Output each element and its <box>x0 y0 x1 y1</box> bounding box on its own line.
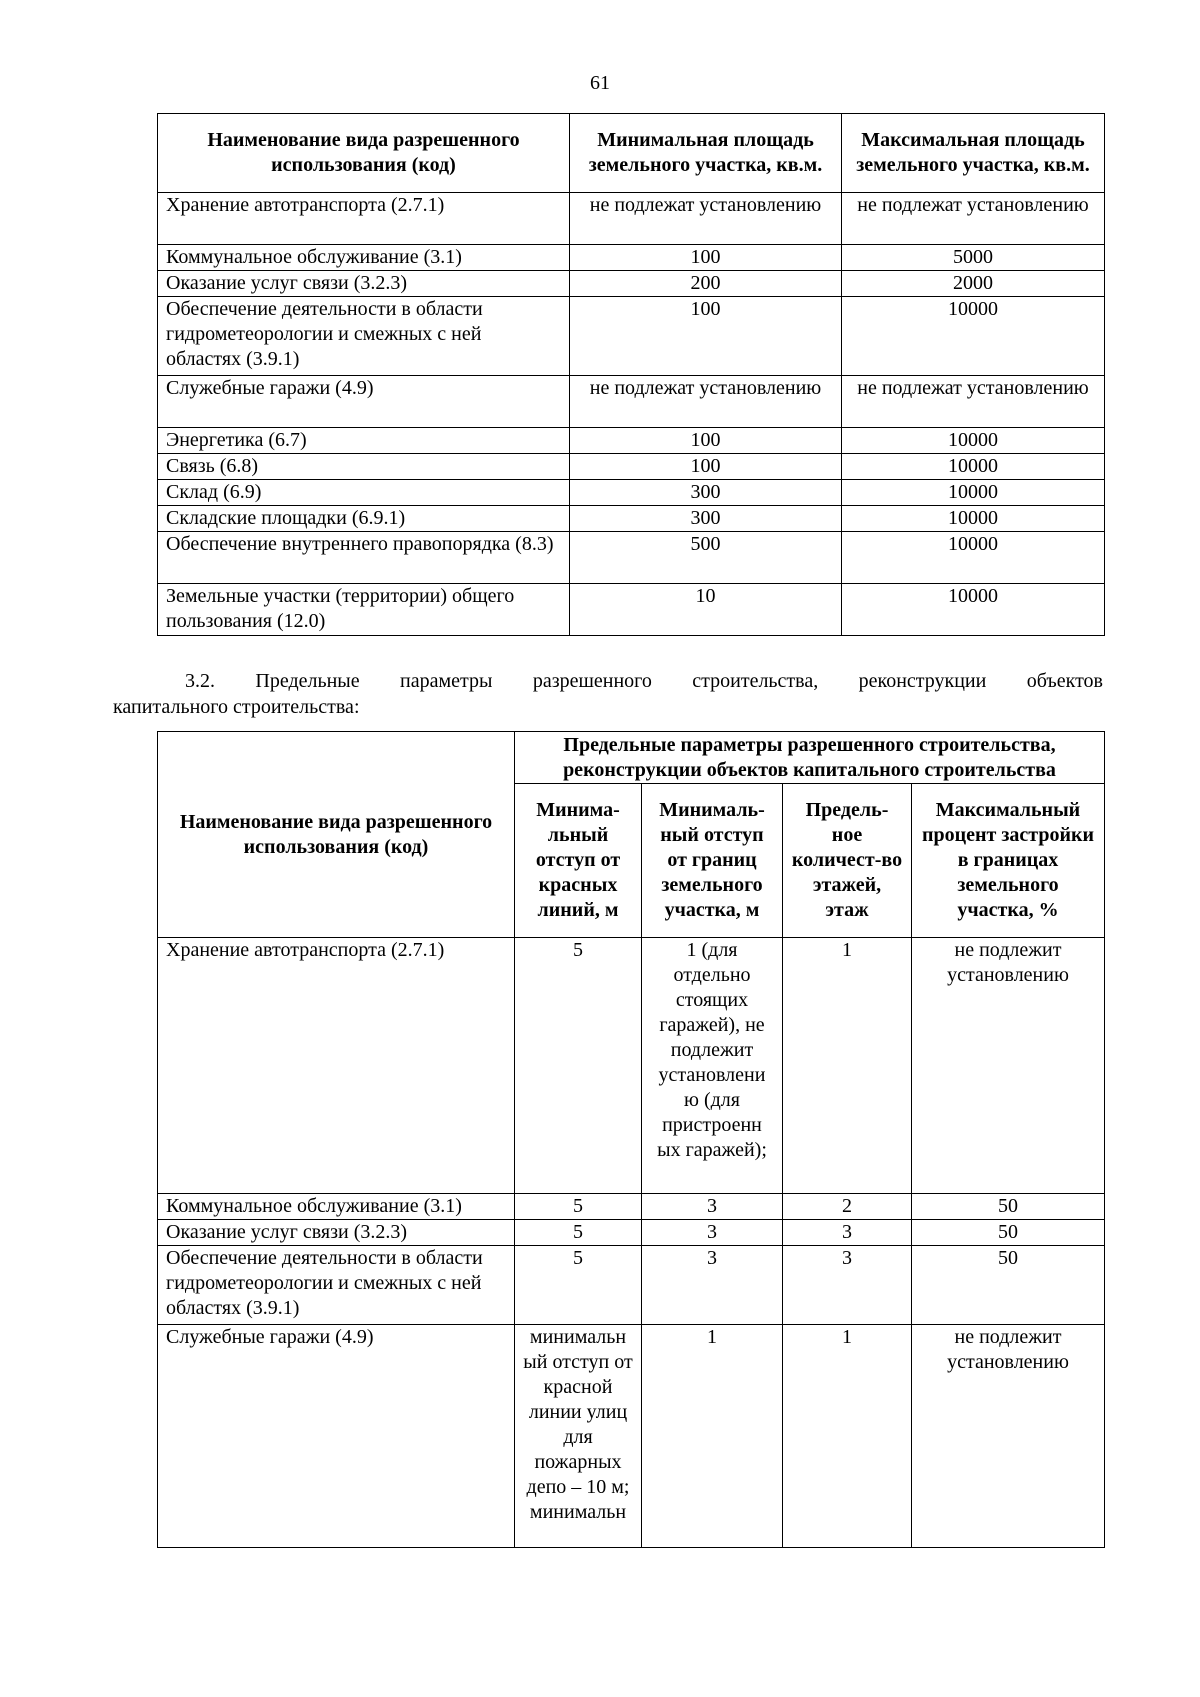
table-row <box>158 1194 1105 1220</box>
table-cell: 100 <box>570 428 842 454</box>
table-cell: 10000 <box>842 506 1105 532</box>
table-cell: минимальн ый отступ от красной линии улиц для пожарных депо – 10 м; минимальн <box>515 1325 642 1548</box>
table-row <box>158 454 1105 480</box>
table-row <box>158 271 1105 297</box>
table-row <box>158 584 1105 636</box>
column-header-floors: Предель-ное количест-во этажей, этаж <box>783 784 912 938</box>
table-cell: 10000 <box>842 454 1105 480</box>
table-row <box>158 938 1105 1194</box>
table-cell: 1 (для отдельно стоящих гаражей), не подлежит установлени ю (для пристроенн ых гаражей); <box>642 938 783 1194</box>
table-row <box>158 1220 1105 1246</box>
table-cell: не подлежат установлению <box>570 376 842 428</box>
page-number: 61 <box>590 72 610 94</box>
table-cell: Обеспечение деятельности в области гидрометеорологии и смежных с ней областях (3.9.1) <box>158 1246 515 1325</box>
table-cell: Оказание услуг связи (3.2.3) <box>158 271 570 297</box>
column-header-max-area: Максимальная площадь земельного участка, кв.м. <box>842 114 1105 193</box>
table-cell: Хранение автотранспорта (2.7.1) <box>158 938 515 1194</box>
table-cell: 500 <box>570 532 842 584</box>
column-header-name: Наименование вида разрешенного использования (код) <box>158 114 570 193</box>
table-cell: не подлежат установлению <box>570 193 842 245</box>
table-cell: 300 <box>570 480 842 506</box>
table-cell: 3 <box>642 1246 783 1325</box>
table-row <box>158 480 1105 506</box>
table-cell: 300 <box>570 506 842 532</box>
table-row <box>158 1325 1105 1548</box>
column-header-red-line-setback: Минима-льный отступ от красных линий, м <box>515 784 642 938</box>
table-cell: 10000 <box>842 584 1105 636</box>
table-cell: 5 <box>515 1220 642 1246</box>
table-cell: 5 <box>515 1194 642 1220</box>
column-header-build-percent: Максимальный процент застройки в границах земельного участка, % <box>912 784 1105 938</box>
table-row <box>158 506 1105 532</box>
table-header-row <box>158 114 1105 193</box>
table-cell: 5 <box>515 938 642 1194</box>
column-header-group: Предельные параметры разрешенного строительства, реконструкции объектов капитального строительства <box>515 732 1105 784</box>
table-cell: 1 <box>783 938 912 1194</box>
table-cell: Оказание услуг связи (3.2.3) <box>158 1220 515 1246</box>
table-cell: 3 <box>642 1220 783 1246</box>
table-cell: 100 <box>570 297 842 376</box>
table-cell: 2 <box>783 1194 912 1220</box>
table-cell: Связь (6.8) <box>158 454 570 480</box>
table-row <box>158 428 1105 454</box>
column-header-name: Наименование вида разрешенного использования (код) <box>158 732 515 938</box>
section-line-2: капитального строительства: <box>113 696 360 718</box>
table-cell: 10000 <box>842 480 1105 506</box>
table-cell: 10000 <box>842 532 1105 584</box>
table-cell: 10000 <box>842 428 1105 454</box>
table-cell: 3 <box>783 1246 912 1325</box>
table-cell: 10 <box>570 584 842 636</box>
table-cell: 100 <box>570 454 842 480</box>
table-cell: Коммунальное обслуживание (3.1) <box>158 245 570 271</box>
table-cell: Энергетика (6.7) <box>158 428 570 454</box>
table-row <box>158 376 1105 428</box>
table-cell: 2000 <box>842 271 1105 297</box>
table-cell: не подлежит установлению <box>912 938 1105 1194</box>
table-row <box>158 245 1105 271</box>
table-row <box>158 1246 1105 1325</box>
table-cell: не подлежат установлению <box>842 376 1105 428</box>
table-cell: Складские площадки (6.9.1) <box>158 506 570 532</box>
table-cell: 3 <box>783 1220 912 1246</box>
table-cell: Хранение автотранспорта (2.7.1) <box>158 193 570 245</box>
table-cell: 100 <box>570 245 842 271</box>
land-area-table <box>157 113 1105 636</box>
construction-parameters-table <box>157 731 1105 1548</box>
table-cell: Коммунальное обслуживание (3.1) <box>158 1194 515 1220</box>
table-cell: Обеспечение деятельности в области гидрометеорологии и смежных с ней областях (3.9.1) <box>158 297 570 376</box>
section-paragraph <box>113 668 1103 720</box>
table-cell: 50 <box>912 1220 1105 1246</box>
table-cell: 1 <box>783 1325 912 1548</box>
table-cell: 50 <box>912 1194 1105 1220</box>
section-line-1: 3.2. Предельные параметры разрешенного строительства, реконструкции объектов <box>185 670 1103 692</box>
table-cell: 1 <box>642 1325 783 1548</box>
table-cell: Земельные участки (территории) общего пользования (12.0) <box>158 584 570 636</box>
table-row <box>158 193 1105 245</box>
table-cell: Служебные гаражи (4.9) <box>158 376 570 428</box>
table-cell: не подлежит установлению <box>912 1325 1105 1548</box>
table-cell: 5000 <box>842 245 1105 271</box>
table-cell: 3 <box>642 1194 783 1220</box>
column-header-min-area: Минимальная площадь земельного участка, кв.м. <box>570 114 842 193</box>
table-cell: 50 <box>912 1246 1105 1325</box>
column-header-boundary-setback: Минималь-ный отступ от границ земельного участка, м <box>642 784 783 938</box>
table-cell: Склад (6.9) <box>158 480 570 506</box>
table-cell: 200 <box>570 271 842 297</box>
table-cell: 5 <box>515 1246 642 1325</box>
table-cell: не подлежат установлению <box>842 193 1105 245</box>
table-cell: 10000 <box>842 297 1105 376</box>
table-header-row <box>158 732 1105 784</box>
table-cell: Обеспечение внутреннего правопорядка (8.3) <box>158 532 570 584</box>
table-cell: Служебные гаражи (4.9) <box>158 1325 515 1548</box>
table-row <box>158 532 1105 584</box>
table-row <box>158 297 1105 376</box>
